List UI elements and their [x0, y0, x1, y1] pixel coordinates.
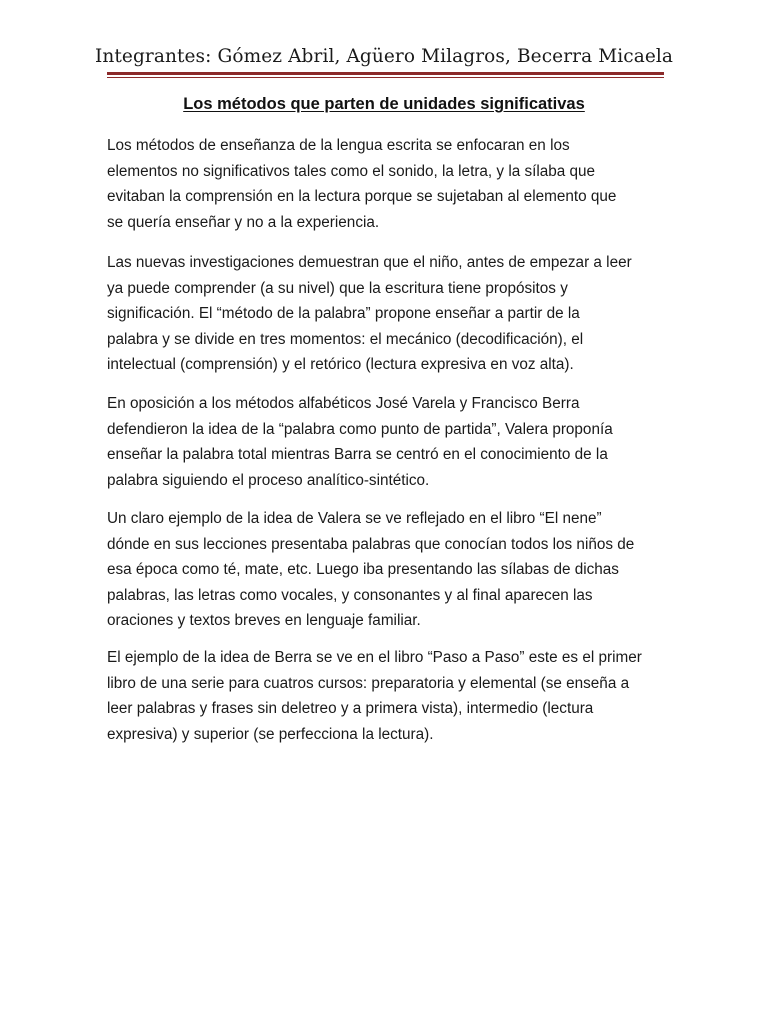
paragraph-line: ya puede comprender (a su nivel) que la escritura tiene propósitos y — [107, 279, 568, 297]
paragraph-line: enseñar la palabra total mientras Barra se centró en el conocimiento de la — [107, 446, 608, 463]
paragraph-line: Las nuevas investigaciones demuestran que el niño, antes de empezar a leer — [107, 254, 632, 271]
paragraph-2 — [107, 250, 667, 378]
paragraph-line: se quería enseñar y no a la experiencia. — [107, 213, 380, 231]
paragraph-line: palabra siguiendo el proceso analítico-sintético. — [107, 471, 430, 489]
paragraph-line: evitaban la comprensión en la lectura porque se sujetaban al elemento que — [107, 188, 617, 205]
paragraph-line: palabra y se divide en tres momentos: el mecánico (decodificación), el — [107, 330, 584, 348]
header-members: Integrantes: Gómez Abril, Agüero Milagros, Becerra Micaela — [94, 46, 674, 67]
paragraph-4 — [107, 506, 667, 634]
paragraph-line: expresiva) y superior (se perfecciona la lectura). — [107, 725, 434, 743]
paragraph-5 — [107, 645, 667, 747]
paragraph-line: leer palabras y frases sin deletreo y a primera vista), intermedio (lectura — [107, 700, 594, 717]
paragraph-line: dónde en sus lecciones presentaba palabras que conocían todos los niños de — [107, 535, 635, 553]
paragraph-line: Los métodos de enseñanza de la lengua escrita se enfocaran en los — [107, 137, 570, 154]
paragraph-line: significación. El “método de la palabra” propone enseñar a partir de la — [107, 305, 580, 322]
paragraph-1 — [107, 133, 667, 235]
paragraph-line: palabras, las letras como vocales, y consonantes y al final aparecen las — [107, 586, 593, 604]
paragraph-line: esa época como té, mate, etc. Luego iba presentando las sílabas de dichas — [107, 561, 619, 578]
paragraph-line: intelectual (comprensión) y el retórico (lectura expresiva en voz alta). — [107, 356, 574, 373]
paragraph-line: elementos no significativos tales como el sonido, la letra, y la sílaba que — [107, 162, 596, 180]
paragraph-line: oraciones y textos breves en lenguaje familiar. — [107, 612, 421, 629]
paragraph-line: El ejemplo de la idea de Berra se ve en el libro “Paso a Paso” este es el primer — [107, 649, 642, 666]
header-rule-thin — [107, 77, 664, 78]
document-title: Los métodos que parten de unidades significativas — [183, 95, 585, 113]
paragraph-line: En oposición a los métodos alfabéticos José Varela y Francisco Berra — [107, 395, 580, 412]
paragraph-line: defendieron la idea de la “palabra como punto de partida”, Valera proponía — [107, 420, 613, 438]
header-rule-thick — [107, 72, 664, 75]
paragraph-line: libro de una serie para cuatros cursos: preparatoria y elemental (se enseña a — [107, 674, 630, 692]
paragraph-3 — [107, 391, 667, 493]
paragraph-line: Un claro ejemplo de la idea de Valera se ve reflejado en el libro “El nene” — [107, 510, 602, 527]
